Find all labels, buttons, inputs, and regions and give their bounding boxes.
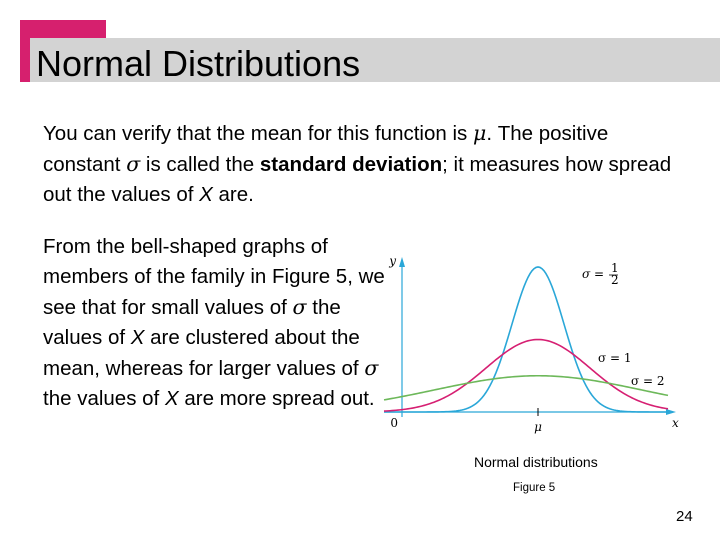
sigma-symbol: σ <box>126 152 141 176</box>
y-axis-arrow <box>399 257 405 267</box>
intro-text: is called the <box>140 153 260 176</box>
slide-title: Normal Distributions <box>36 43 361 84</box>
figure-label: Figure 5 <box>513 482 556 494</box>
sigma-symbol: σ <box>364 356 379 380</box>
mean-label: μ <box>534 420 542 434</box>
explanation-paragraph <box>43 232 388 414</box>
x-axis-label: x <box>672 416 679 430</box>
sigma-half-label: σ = <box>582 267 605 281</box>
variable-x: X <box>164 387 179 410</box>
curve-sigma-two <box>384 376 668 400</box>
variable-x: X <box>199 183 213 206</box>
intro-text: You can verify that the mean for this function is <box>43 122 473 145</box>
term-standard-deviation: standard deviation <box>259 153 443 176</box>
paragraph-text: are clustered about the mean, whereas for larger values of <box>43 326 365 380</box>
sigma-symbol: σ <box>292 295 307 319</box>
intro-text: . The positive constant <box>43 122 609 176</box>
sigma-two-label: σ = 2 <box>631 374 665 388</box>
variable-x: X <box>130 326 145 349</box>
origin-label: 0 <box>390 416 398 430</box>
sigma-half-numerator: 1 <box>611 261 619 275</box>
sigma-one-label: σ = 1 <box>598 351 632 365</box>
sigma-half-denominator: 2 <box>611 273 619 287</box>
intro-text: are. <box>212 183 254 206</box>
paragraph-text: From the bell-shaped graphs of members of the family in Figure 5, we see that for small values of <box>43 235 385 319</box>
curve-sigma-half <box>384 267 668 412</box>
figure-caption: Normal distributions <box>474 454 598 470</box>
paragraph-text: are more spread out. <box>178 387 375 410</box>
paragraph-text: the values of <box>43 387 165 410</box>
intro-text: ; it measures how spread out the values of <box>43 153 672 206</box>
intro-paragraph <box>43 118 683 210</box>
mu-symbol: μ <box>472 121 487 145</box>
page-number: 24 <box>676 508 693 525</box>
normal-distributions-figure <box>380 245 690 455</box>
y-axis-label: y <box>389 254 396 268</box>
paragraph-text: the values of <box>43 296 341 349</box>
